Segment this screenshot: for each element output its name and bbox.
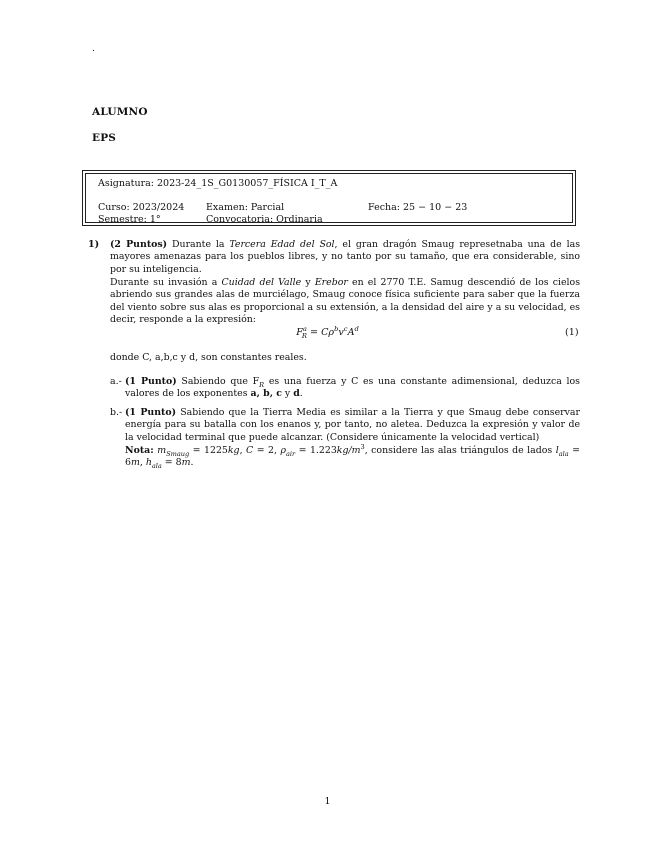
page-number: 1 — [324, 796, 331, 807]
city-name: Cuidad del Valle — [221, 277, 302, 288]
equation-number: (1) — [565, 327, 579, 338]
era-name: Tercera Edad del Sol — [229, 239, 335, 250]
school-label: EPS — [92, 132, 117, 144]
student-label: ALUMNO — [92, 106, 148, 118]
question-number: 1) — [88, 239, 100, 250]
question-context — [110, 277, 580, 327]
force-equation — [0, 324, 655, 340]
part-a-text: (1 Punto) Sabiendo que $F_R$ es una fuerza y C es una constante adimensional, deduzca los valores de los exponentes a, b, c y d. — [125, 376, 580, 400]
question-points: (2 Puntos) — [110, 239, 168, 250]
part-a-text-b: es una fuerza y C es una constante adimensional, deduzca los valores de los exponentes — [125, 376, 580, 400]
exam-info-box — [82, 170, 576, 226]
date-text: Fecha: 25 − 10 − 23 — [368, 202, 468, 213]
call-text: Convocatoria: Ordinaria — [206, 214, 323, 225]
erebor-name: Erebor — [314, 277, 348, 288]
part-a-points: (1 Punto) — [125, 376, 177, 387]
intro-text-a: Durante la — [172, 239, 225, 250]
constants-text: donde C, a,b,c y d, son constantes reales. — [110, 352, 307, 363]
note-label: Nota: — [125, 445, 154, 456]
part-a-label: a.- — [110, 376, 122, 387]
context-and: y — [305, 277, 311, 288]
note-render: $m_{Smaug} = 1225kg$, C = 2, $\rho_{air} = 1.223kg/m^3$, considere las alas triángulos de lados $l_{ala} = 6m$, $h_{ala} = 8m$. — [125, 442, 580, 471]
exam-type-text: Examen: Parcial — [206, 202, 285, 213]
course-text: Curso: 2023/2024 — [98, 202, 185, 213]
context-text-b: en el 2770 T.E. Samug descendió de los cielos abriendo sus grandes alas de murciélago, Smaug conoce física suficiente para saber que la fuerza del viento sobre sus alas es proporcional a su extensión, a la densidad del aire y a su velocidad, es decir, responde a la expresión: — [110, 277, 581, 326]
part-b-points: (1 Punto) — [125, 407, 177, 418]
part-a-vars: a, b, c — [250, 388, 282, 400]
part-a-var-d: d — [293, 388, 300, 400]
equation-render: $F^a_R = C\rho^bv^cA^d$ — [296, 324, 359, 340]
part-b-body: Sabiendo que la Tierra Media es similar a la Tierra y que Smaug debe conservar energía para su batalla con los enanos y, por tanto, no aletea. Deduzca la expresión y valor de la velocidad terminal que puede alcanzar. (Considere únicamente la velocidad vertical) — [125, 407, 580, 443]
intro-text-b: , el gran dragón Smaug represetnaba una de las mayores amenazas para los pueblos libres, y no tanto por su tamaño, que era considerable, sino por su inteligencia. — [110, 239, 581, 275]
part-a-text-a: Sabiendo que F — [181, 376, 260, 387]
question-intro — [110, 239, 580, 276]
part-a-and: y — [284, 388, 291, 400]
top-dot: . — [92, 44, 95, 54]
subject-text: Asignatura: 2023-24_1S_G0130057_FÍSICA I_T_A — [98, 178, 338, 189]
part-b-label: b.- — [110, 407, 123, 418]
part-b-text — [125, 407, 580, 444]
semester-text: Semestre: 1° — [98, 214, 161, 225]
part-b-note — [125, 442, 580, 471]
context-text-a: Durante su invasión a — [110, 277, 218, 288]
